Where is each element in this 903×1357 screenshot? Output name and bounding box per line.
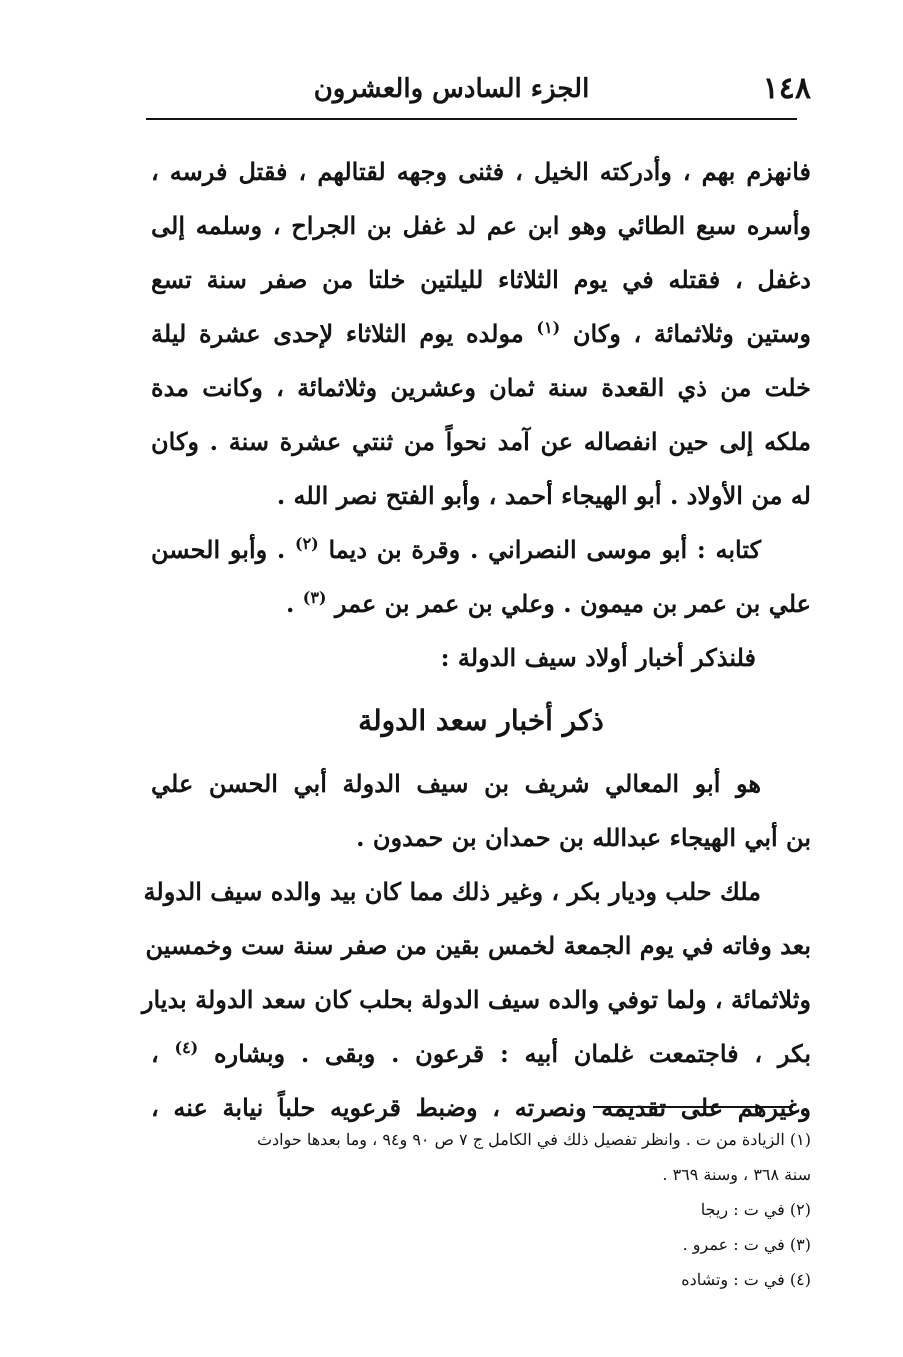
footnote-ref: (٣) (302, 588, 327, 607)
footnote-1-continued: سنة ٣٦٨ ، وسنة ٣٦٩ . (662, 1165, 811, 1184)
footnotes (151, 1122, 811, 1297)
text-line: فلنذكر أخبار أولاد سيف الدولة : (440, 643, 756, 672)
text-segment: . (286, 589, 295, 618)
text-segment: مولده يوم الثلاثاء لإحدى عشرة ليلة (151, 319, 524, 348)
footnote-ref: (٤) (174, 1038, 199, 1057)
text-line (151, 523, 811, 577)
text-line: وأسره سبع الطائي وهو ابن عم لد غفل بن الجراح ، وسلمه إلى (151, 211, 811, 240)
text-line: ملك حلب وديار بكر ، وغير ذلك مما كان بيد والده سيف الدولة (143, 877, 761, 906)
text-line: بن أبي الهيجاء عبدالله بن حمدان بن حمدون . (356, 823, 811, 852)
text-line (151, 307, 811, 361)
footnote-rule (593, 1106, 793, 1108)
text-line: دغفل ، فقتله في يوم الثلاثاء لليلتين خلتا من صفر سنة تسع (151, 265, 811, 294)
footnote-3: (٣) في ت : عمرو . (682, 1235, 811, 1254)
text-line: هو أبو المعالي شريف بن سيف الدولة أبي الحسن علي (151, 769, 761, 798)
text-line: ملكه إلى حين انفصاله عن آمد نحواً من ثنتي عشرة سنة . وكان (151, 427, 811, 456)
text-line: خلت من ذي القعدة سنة ثمان وعشرين وثلاثمائة ، وكانت مدة (151, 373, 811, 402)
text-segment: بكر ، فاجتمعت غلمان أبيه : قرعون . وبقى . وبشاره (213, 1039, 812, 1068)
footnote-ref: (٢) (294, 534, 319, 553)
main-text (141, 145, 812, 1135)
text-line: له من الأولاد . أبو الهيجاء أحمد ، وأبو الفتح نصر الله . (276, 481, 811, 510)
text-segment: كتابه : أبو موسى النصراني . وقرة بن ديما (328, 535, 761, 564)
footnote-ref: (١) (536, 318, 561, 337)
page-number: ١٤٨ (762, 71, 811, 106)
text-line: وثلاثمائة ، ولما توفي والده سيف الدولة بحلب كان سعد الدولة بديار (141, 985, 811, 1014)
footnote-2: (٢) في ت : ريجا (700, 1200, 811, 1219)
footnote-1: (١) الزيادة من ت . وانظر تفصيل ذلك في الكامل ج ٧ ص ٩٠ و٩٤ ، وما بعدها حوادث (256, 1130, 811, 1149)
section-title: ذكر أخبار سعد الدولة (358, 704, 604, 737)
text-segment: ، (151, 1039, 159, 1068)
text-line: فانهزم بهم ، وأدركته الخيل ، فثنى وجهه لقتالهم ، فقتل فرسه ، (151, 157, 811, 186)
text-line (151, 1027, 811, 1081)
text-line: وغيرهم على تقديمه ونصرته ، وضبط قرعويه حلباً نيابة عنه ، (151, 1093, 811, 1122)
text-segment: علي بن عمر بن ميمون . وعلي بن عمر بن عمر (334, 589, 811, 618)
footnote-4: (٤) في ت : وتشاده (681, 1270, 811, 1289)
text-line: بعد وفاته في يوم الجمعة لخمس بقين من صفر سنة ست وخمسين (145, 931, 811, 960)
text-line (151, 577, 811, 631)
text-segment: وستين وثلاثمائة ، وكان (572, 319, 812, 348)
text-segment: . وأبو الحسن (151, 535, 286, 564)
header-rule (146, 118, 797, 120)
running-head: الجزء السادس والعشرون (313, 74, 590, 104)
